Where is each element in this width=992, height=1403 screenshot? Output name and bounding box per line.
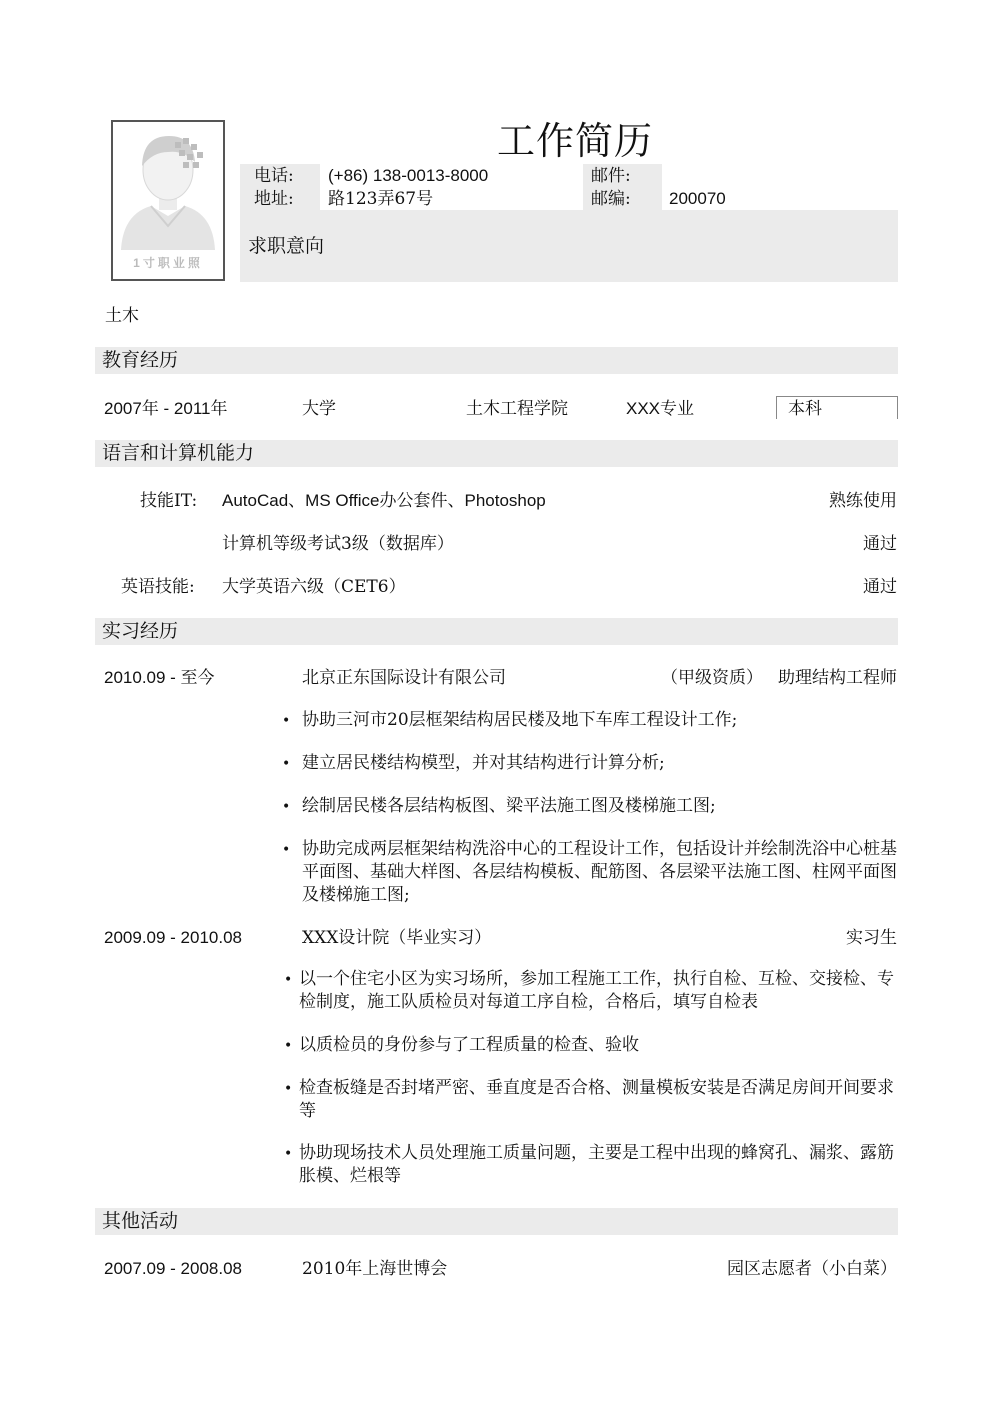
bullet-icon: • [282, 799, 291, 815]
other-event: 2010年上海世博会 [302, 1259, 448, 1279]
internship-2-company: XXX设计院（毕业实习） [302, 928, 492, 948]
internship-1-bullet-4: 协助完成两层框架结构洗浴中心的工程设计工作，包括设计并绘制洗浴中心桩基平面图、基础大样图、各层结构模板、配筋图、各层梁平法施工图、柱网平面图及楼梯施工图; [302, 839, 897, 905]
internship-2-bullet-1: 以一个住宅小区为实习场所，参加工程施工工作，执行自检、互检、交接检、专检制度，施工队质检员对每道工序自检，合格后，填写自检表 [299, 969, 894, 1012]
bullet-icon: • [284, 1146, 293, 1162]
education-degree: 本科 [788, 399, 822, 419]
skills-section-title: 语言和计算机能力 [102, 442, 255, 464]
email-label: 邮件: [591, 166, 631, 186]
bullet-icon: • [284, 972, 293, 988]
cert-level: 通过 [863, 534, 897, 554]
internship-1-qualification: （甲级资质） [661, 668, 763, 688]
education-period: 2007年 - 2011年 [104, 399, 228, 418]
education-major: XXX专业 [626, 399, 695, 418]
zip-label: 邮编: [591, 189, 631, 209]
profile-photo [111, 120, 225, 281]
internship-2-bullet-4: 协助现场技术人员处理施工质量问题，主要是工程中出现的蜂窝孔、漏浆、露筋胀模、烂根等 [299, 1143, 894, 1186]
english-skill-label: 英语技能: [121, 577, 195, 597]
internship-2-role: 实习生 [846, 928, 897, 948]
bullet-icon: • [284, 1081, 293, 1097]
internship-1-bullet-1: 协助三河市20层框架结构居民楼及地下车库工程设计工作; [302, 710, 738, 730]
internship-2-bullet-2: 以质检员的身份参与了工程质量的检查、验收 [299, 1035, 639, 1055]
internship-section-bar [95, 618, 898, 645]
education-type: 大学 [302, 399, 336, 419]
english-skill-level: 通过 [863, 577, 897, 597]
phone-value: (+86) 138-0013-8000 [328, 166, 489, 185]
education-section-bar [95, 347, 898, 374]
english-skill-value: 大学英语六级（CET6） [222, 577, 406, 597]
phone-label: 电话: [254, 166, 294, 186]
bullet-icon: • [284, 1038, 293, 1054]
it-skill-label: 技能IT: [140, 491, 198, 511]
other-section-title: 其他活动 [102, 1210, 179, 1232]
education-school: 土木工程学院 [466, 399, 568, 419]
page-title: 工作简历 [497, 119, 654, 163]
it-skill-value: AutoCad、MS Office办公套件、Photoshop [222, 491, 546, 510]
other-period: 2007.09 - 2008.08 [104, 1259, 243, 1278]
internship-1-company: 北京正东国际设计有限公司 [302, 668, 506, 688]
internship-2-bullet-3: 检查板缝是否封堵严密、垂直度是否合格、测量模板安装是否满足房间开间要求等 [299, 1078, 894, 1121]
internship-section-title: 实习经历 [102, 620, 179, 642]
internship-1-role: 助理结构工程师 [778, 668, 897, 688]
education-section-title: 教育经历 [102, 349, 179, 371]
internship-1-bullet-3: 绘制居民楼各层结构板图、梁平法施工图及楼梯施工图; [302, 796, 716, 816]
bullet-icon: • [282, 756, 291, 772]
bullet-icon: • [282, 713, 291, 729]
address-value: 路123弄67号 [328, 189, 434, 209]
cert-value: 计算机等级考试3级（数据库） [222, 534, 454, 554]
address-label: 地址: [254, 189, 294, 209]
other-section-bar [95, 1208, 898, 1235]
it-skill-level: 熟练使用 [829, 491, 897, 511]
bullet-icon: • [282, 842, 291, 858]
objective-value: 土木 [105, 306, 139, 326]
internship-2-period: 2009.09 - 2010.08 [104, 928, 243, 947]
zip-value: 200070 [669, 189, 726, 208]
internship-1-bullet-2: 建立居民楼结构模型，并对其结构进行计算分析; [302, 753, 665, 773]
photo-caption: 1寸职业照 [133, 256, 203, 270]
objective-label: 求职意向 [248, 235, 325, 257]
internship-1-period: 2010.09 - 至今 [104, 668, 215, 687]
objective-box [240, 210, 898, 282]
other-role: 园区志愿者（小白菜） [727, 1259, 897, 1279]
